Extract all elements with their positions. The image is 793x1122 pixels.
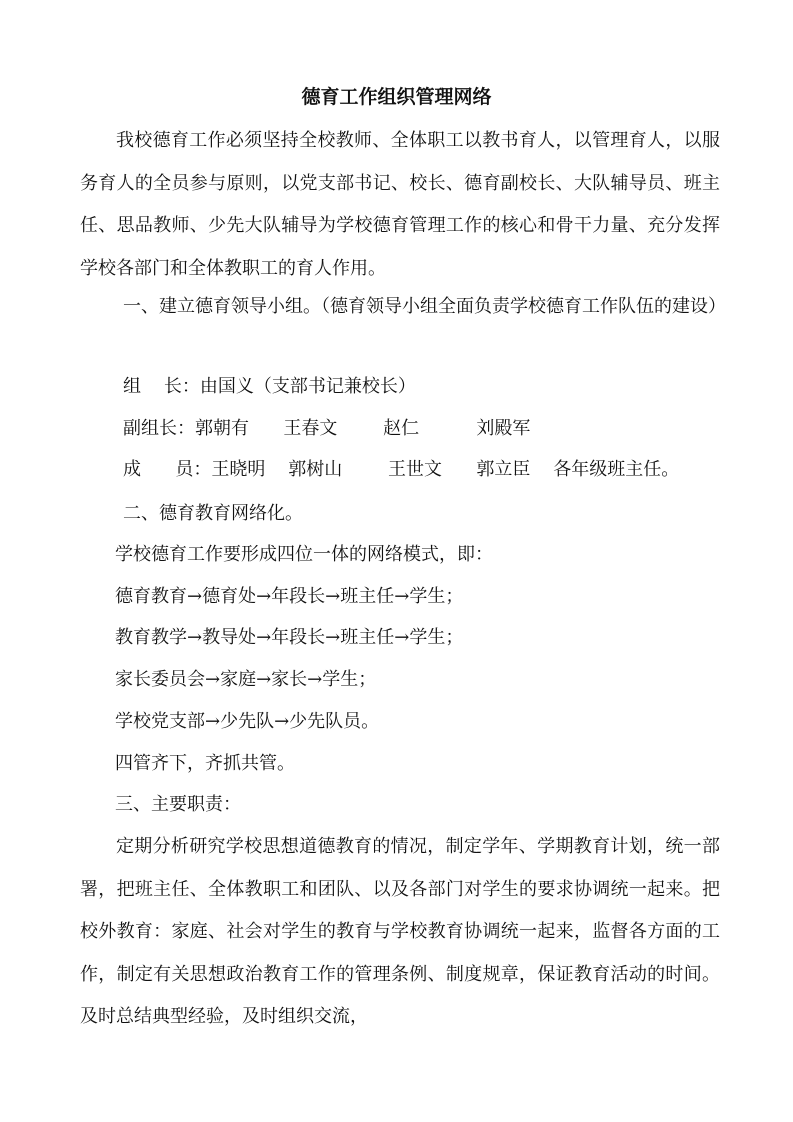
intro-paragraph: 我校德育工作必须坚持全校教师、全体职工以教书育人，以管理育人，以服务育人的全员参与原则，以党支部书记、校长、德育副校长、大队辅导员、班主任、思品教师、少先大队辅导为学校德育管理工作的核心和骨干力量、充分发挥学校各部门和全体教职工的育人作用。: [80, 130, 720, 279]
duties-paragraph: 定期分析研究学校思想道德教育的情况，制定学年、学期教育计划，统一部署，把班主任、全体教职工和团队、以及各部门对学生的要求协调统一起来。把校外教育：家庭、社会对学生的教育与学校教育协调统一起来，监督各方面的工作，制定有关思想政治教育工作的管理条例、制度规章，保证教育活动的时间。及时总结典型经验，及时组织交流，: [80, 836, 720, 1027]
leader-line: 组 长：由国义（支部书记兼校长）: [123, 376, 416, 397]
section1-paragraph: 一、建立德育领导小组。（德育领导小组全面负责学校德育工作队伍的建设）: [123, 296, 726, 317]
network-chain-party: 学校党支部→少先队→少先队员。: [115, 711, 380, 732]
section3-heading: 三、主要职责：: [115, 794, 241, 815]
four-pronged-line: 四管齐下，齐抓共管。: [115, 753, 295, 774]
deputy-leaders-line: 副组长：郭朝有 王春文 赵仁 刘殿军: [123, 418, 531, 439]
document-title: 德育工作组织管理网络: [301, 86, 492, 108]
section2-heading: 二、德育教育网络化。: [123, 503, 303, 524]
network-intro-line: 学校德育工作要形成四位一体的网络模式，即：: [115, 544, 493, 565]
network-chain-moral: 德育教育→德育处→年段长→班主任→学生；: [115, 586, 464, 607]
network-chain-teaching: 教育教学→教导处→年段长→班主任→学生；: [115, 627, 464, 648]
network-chain-parents: 家长委员会→家庭→家长→学生；: [115, 669, 377, 690]
members-line: 成 员：王晓明 郭树山 王世文 郭立臣 各年级班主任。: [123, 459, 680, 480]
